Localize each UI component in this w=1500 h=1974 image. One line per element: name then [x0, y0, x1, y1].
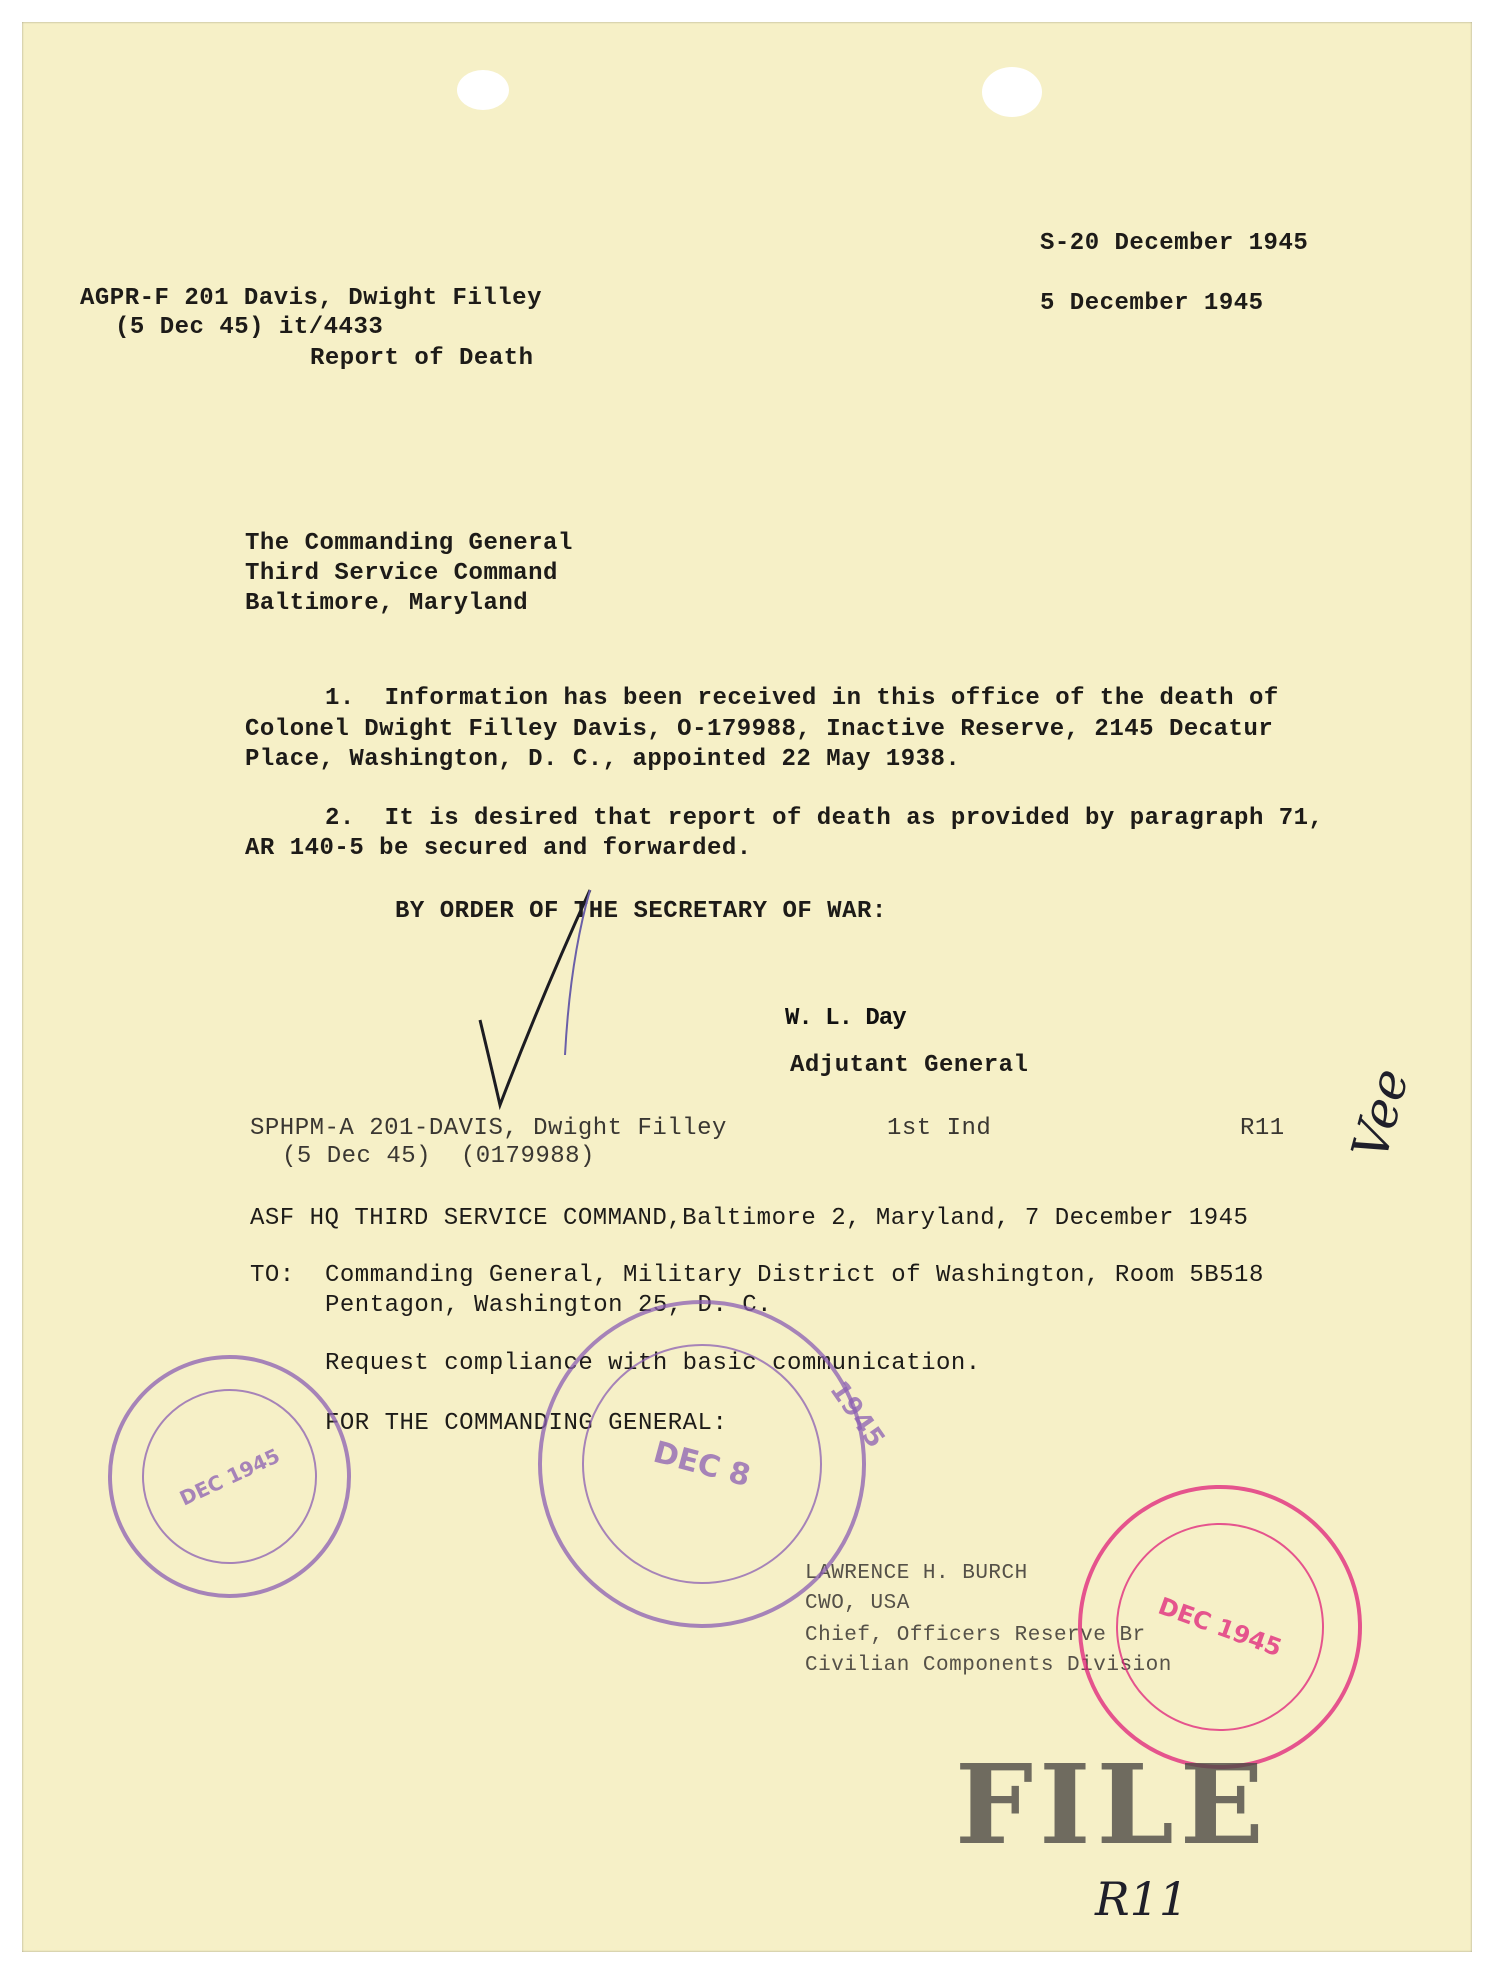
punch-hole-right — [982, 67, 1042, 117]
signature-2-rank: CWO, USA — [805, 1592, 910, 1615]
indorsement-code: R11 — [1240, 1115, 1285, 1142]
signature-1-name: W. L. Day — [785, 1005, 906, 1032]
received-stamp-left: DEC 1945 — [68, 1315, 391, 1638]
paragraph-2-line-2: AR 140-5 be secured and forwarded. — [245, 835, 752, 862]
reference-line-1: AGPR-F 201 Davis, Dwight Filley — [80, 285, 542, 312]
signature-1-title: Adjutant General — [790, 1052, 1029, 1079]
paragraph-1-line-2: Colonel Dwight Filley Davis, O-179988, Inactive Reserve, 2145 Decatur — [245, 716, 1274, 743]
indorsement-to-line-1: Commanding General, Military District of Washington, Room 5B518 — [325, 1262, 1264, 1289]
paragraph-1-line-1: 1. Information has been received in this office of the death of — [325, 685, 1279, 712]
indorsement-number: 1st Ind — [887, 1115, 992, 1142]
file-stamp: FILE — [955, 1740, 1270, 1869]
center-stamp-year: 1945 — [823, 1375, 891, 1455]
indorsement-ref-line-2: (5 Dec 45) (0179988) — [282, 1143, 595, 1170]
addressee-line-3: Baltimore, Maryland — [245, 590, 529, 617]
indorsement-from: ASF HQ THIRD SERVICE COMMAND,Baltimore 2, Maryland, 7 December 1945 — [250, 1205, 1249, 1232]
indorsement-to-label: TO: — [250, 1262, 295, 1289]
margin-handwriting: Vee — [1340, 1062, 1421, 1166]
signature-2-division: Civilian Components Division — [805, 1654, 1172, 1677]
date-stamp-top: S-20 December 1945 — [1040, 230, 1309, 257]
indorsement-for: FOR THE COMMANDING GENERAL: — [325, 1410, 728, 1437]
paragraph-1-line-3: Place, Washington, D. C., appointed 22 May 1938. — [245, 746, 961, 773]
addressee-line-1: The Commanding General — [245, 530, 573, 557]
signature-2-name: LAWRENCE H. BURCH — [805, 1562, 1028, 1585]
addressee-line-2: Third Service Command — [245, 560, 558, 587]
signature-2-title: Chief, Officers Reserve Br — [805, 1624, 1146, 1647]
paragraph-2-line-1: 2. It is desired that report of death as provided by paragraph 71, — [325, 805, 1324, 832]
subject-line: Report of Death — [310, 345, 534, 372]
received-stamp-center: DEC 8 — [501, 1263, 903, 1665]
letter-date: 5 December 1945 — [1040, 290, 1264, 317]
reference-line-2: (5 Dec 45) it/4433 — [115, 314, 384, 341]
indorsement-ref-line-1: SPHPM-A 201-DAVIS, Dwight Filley — [250, 1115, 727, 1142]
order-line: BY ORDER OF THE SECRETARY OF WAR: — [395, 898, 887, 925]
bottom-handwriting: R11 — [1095, 1872, 1189, 1926]
received-stamp-right: DEC 1945 — [1038, 1445, 1402, 1809]
punch-hole-left — [457, 70, 509, 110]
indorsement-request: Request compliance with basic communication. — [325, 1350, 981, 1377]
check-mark — [470, 880, 620, 1130]
indorsement-to-line-2: Pentagon, Washington 25, D. C. — [325, 1292, 773, 1319]
